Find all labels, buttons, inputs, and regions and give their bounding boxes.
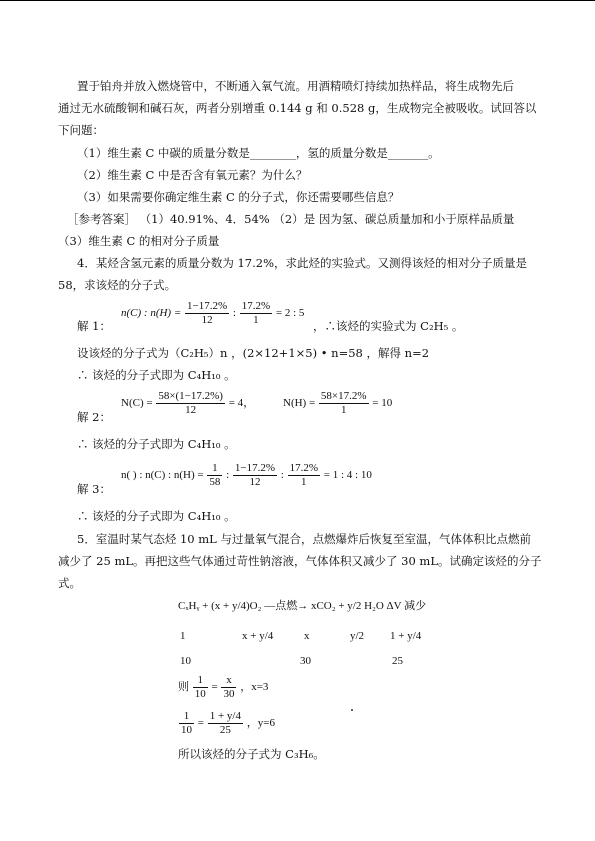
solution-1-line-3: ∴ 该烃的分子式即为 C₄H₁₀ 。 (77, 368, 236, 382)
problem-5-line-1: 5．室温时某气态烃 10 mL 与过量氧气混合，点燃爆炸后恢复至室温，气体体积比点燃前 (77, 532, 531, 546)
e2-fraction-2: $\frac{1 + y/4}{25}$ (209, 710, 241, 736)
problem-5-line-2: 减少了 25 mL。再把这些气体通过苛性钠溶液，气体体积又减少了 30 mL。试确定该烃的分子 (58, 554, 542, 568)
s3-fraction-2: $\frac{1-17.2\%}{12}$ (234, 462, 276, 488)
solution-3-equation: n( ) : n(C) : n(H) = $\frac{1}{58}$ : $\frac{1-17.2\%}{12}$ : $\frac{17.2\%}{1}$ = 1 : 4 : 10 (121, 462, 372, 488)
reaction-equation: CₓHᵧ + (x + y/4)O₂ —点燃→ xCO₂ + y/2 H₂O ΔV 减少 (178, 600, 427, 612)
solution-2-equation-h: N(H) = $\frac{58\times 17.2\%}{1}$ = 10 (283, 390, 393, 416)
problem-5-line-3: 式。 (58, 576, 81, 590)
question-1: （1）维生素 C 中碳的质量分数是________，氢的质量分数是_______。 (77, 146, 440, 160)
equation-y: $\frac{1}{10}$ = $\frac{1 + y/4}{25}$ ，y=6 (181, 710, 275, 736)
solution-1-line-2: 设该烃的分子式为（C₂H₅）n ，(2×12+1×5) • n=58 ，解得 n=2 (77, 346, 430, 360)
s1-lhs: n(C) : n(H) = (121, 307, 182, 320)
p1-line-1: 置于铂舟并放入燃烧管中，不断通入氧气流。用酒精喷灯持续加热样品，将生成物先后 (77, 79, 514, 93)
e1-fraction-1: $\frac{1}{10}$ (194, 674, 206, 700)
equation-x: 则 $\frac{1}{10}$ = $\frac{x}{30}$ ，x=3 (178, 674, 269, 700)
solution-2-label: 解 2： (77, 410, 111, 424)
question-2: （2）维生素 C 中是否含有氧元素？为什么？ (77, 168, 308, 182)
e1-fraction-2: $\frac{x}{30}$ (223, 674, 235, 700)
table-r1-c1: 1 (180, 630, 186, 642)
p1-line-2: 通过无水硫酸铜和碱石灰，两者分别增重 0.144 g 和 0.528 g，生成物完全被吸收。试回答以 (58, 101, 537, 115)
stray-dot (351, 709, 353, 711)
table-r2-c1: 10 (180, 655, 191, 667)
solution-1-conclusion: ，∴该烃的实验式为 C₂H₅ 。 (313, 319, 464, 333)
s2-fraction-1: $\frac{58\times(1-17.2\%)}{12}$ (158, 390, 223, 416)
table-r2-c3: 30 (300, 655, 311, 667)
problem-5-conclusion: 所以该烃的分子式为 C₃H₆。 (178, 747, 325, 761)
solution-2-conclusion: ∴ 该烃的分子式即为 C₄H₁₀ 。 (77, 437, 236, 451)
table-r2-c5: 25 (392, 655, 403, 667)
s1-rhs: = 2 : 5 (275, 307, 305, 320)
solution-1-equation: n(C) : n(H) = $\frac{1-17.2\%}{12}$ : $\frac{17.2\%}{1}$ = 2 : 5 (121, 300, 305, 326)
p1-line-3: 下问题： (58, 123, 104, 137)
solution-3-label: 解 3： (77, 482, 111, 496)
s1-fraction-2: $\frac{17.2\%}{1}$ (241, 300, 271, 326)
question-3: （3）如果需要你确定维生素 C 的分子式，你还需要哪些信息？ (77, 190, 400, 204)
solution-2-equation-c: N(C) = $\frac{58\times(1-17.2\%)}{12}$ = 4， (121, 390, 255, 416)
table-r1-c4: y/2 (350, 630, 365, 642)
problem-4-line-2: 58，求该烃的分子式。 (58, 278, 177, 292)
answer-line-2: （3）维生素 C 的相对分子质量 (58, 234, 220, 248)
s3-fraction-3: $\frac{17.2\%}{1}$ (289, 462, 318, 488)
page-top-rule (0, 0, 595, 1)
s1-fraction-1: $\frac{1-17.2\%}{12}$ (187, 300, 228, 326)
table-r1-c5: 1 + y/4 (390, 630, 422, 642)
e2-fraction-1: $\frac{1}{10}$ (181, 710, 192, 736)
solution-1-label: 解 1： (77, 319, 111, 333)
answer-line-1: ［参考答案］ （1）40.91%、4．54% （2）是 因为氢、碳总质量加和小于原样品质量 (67, 212, 515, 226)
problem-4-line-1: 4．某烃含氢元素的质量分数为 17.2%，求此烃的实验式。又测得该烃的相对分子质量是 (77, 256, 528, 270)
s2-fraction-2: $\frac{58\times 17.2\%}{1}$ (320, 390, 367, 416)
table-r1-c2: x + y/4 (242, 630, 274, 642)
solution-3-conclusion: ∴ 该烃的分子式即为 C₄H₁₀ 。 (77, 509, 236, 523)
s3-fraction-1: $\frac{1}{58}$ (209, 462, 221, 488)
table-r1-c3: x (304, 630, 310, 642)
